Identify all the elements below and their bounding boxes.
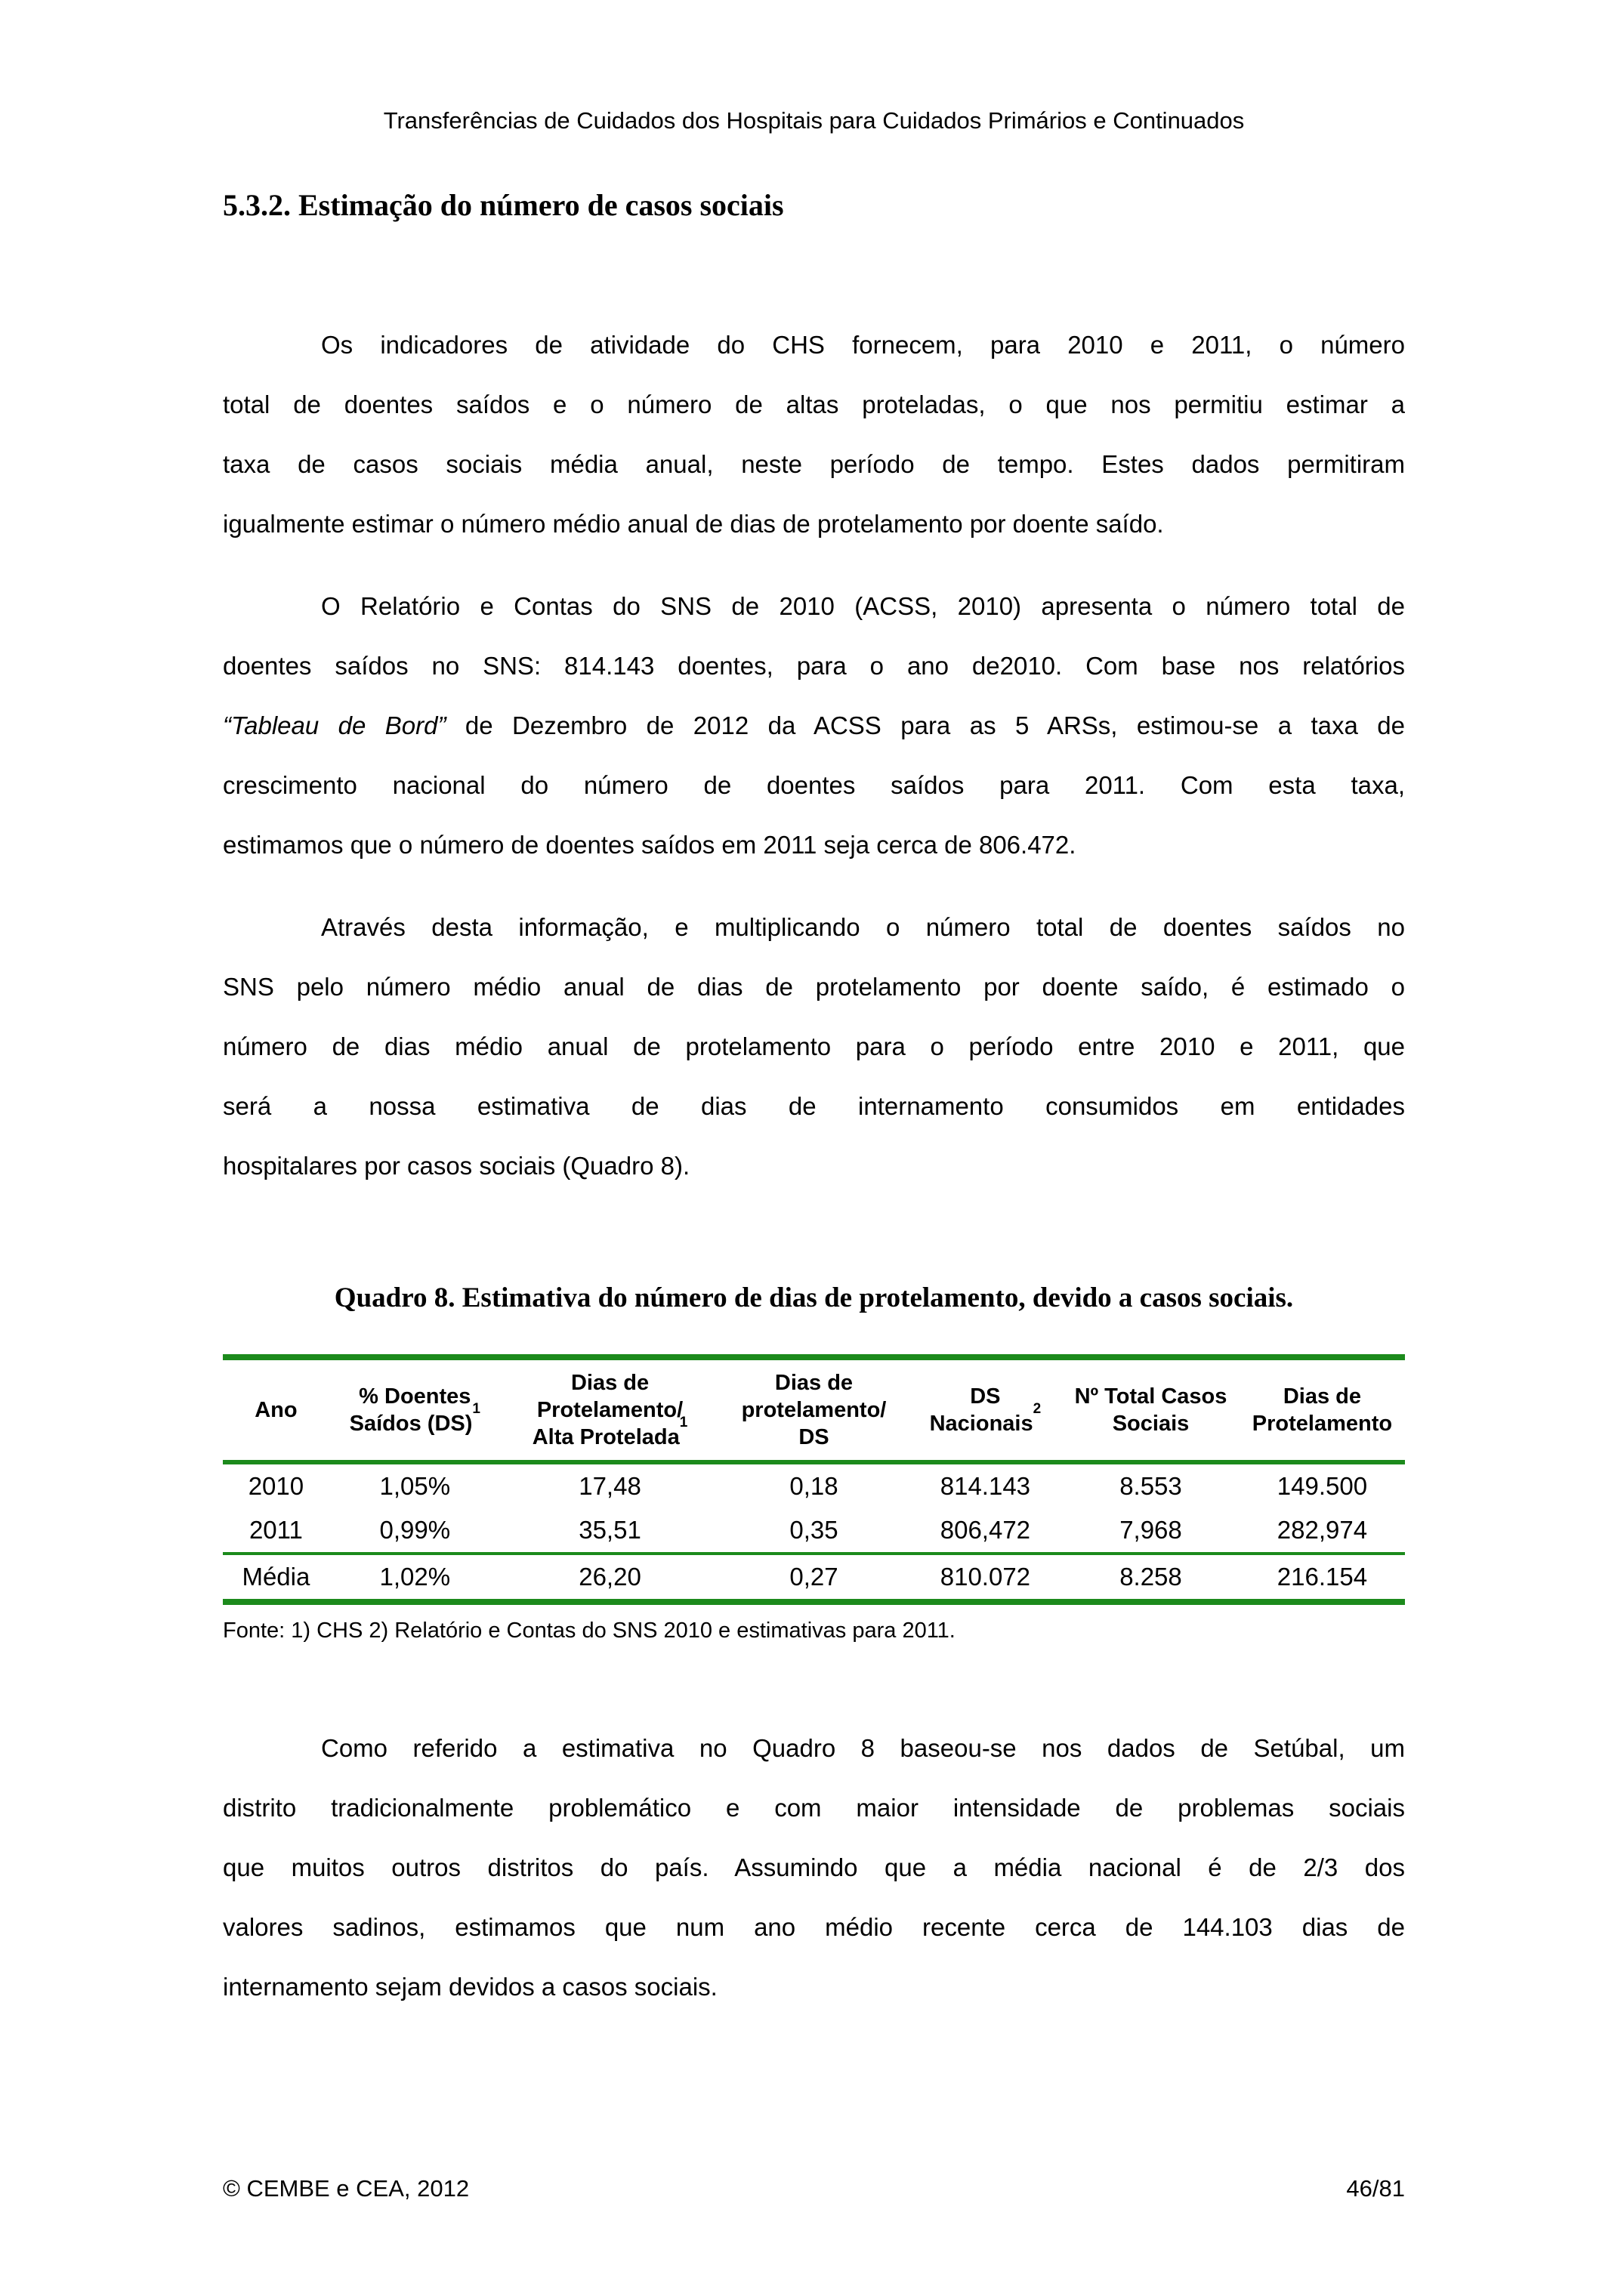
table-cell: 149.500 [1277,1472,1368,1500]
table-cell: 8.258 [1119,1563,1182,1591]
text-segment: total de doentes saídos e o número de altas proteladas, o que nos permitiu estimar a [223,390,1405,418]
paragraph-line [223,636,1405,696]
paragraph-line [223,815,1405,875]
header-line: Protelamento/ [536,1398,684,1422]
text-segment: hospitalares por casos sociais (Quadro 8). [223,1152,690,1180]
body-paragraphs [223,315,1405,1196]
header-line: Alta Protelada$^1$ [532,1415,688,1449]
table-cell: Média [242,1563,310,1591]
header-line: Dias de [1283,1384,1362,1409]
paragraph-line [223,434,1405,494]
text-segment: estimamos que o número de doentes saídos em 2011 seja cerca de 806.472. [223,831,1076,859]
table-cell: 2010 [248,1472,304,1500]
text-segment: Através desta informação, e multiplicando o número total de doentes saídos no [321,913,1405,941]
text-segment: distrito tradicionalmente problemático e com maior intensidade de problemas sociais [223,1794,1405,1822]
header-line: DS [970,1384,1001,1409]
copyright-notice: © CEMBE e CEA, 2012 [223,2175,470,2202]
header-line: Ano [255,1398,298,1422]
paragraph-line [223,1076,1405,1136]
paragraph-line [223,696,1405,755]
text-segment: internamento sejam devidos a casos sociais. [223,1973,718,2001]
paragraph-line [223,1838,1405,1897]
table-header-cell [1062,1357,1240,1462]
header-line: Nacionais$^2$ [929,1401,1042,1436]
table-header-row [223,1357,1405,1462]
body-paragraph [223,315,1405,554]
table-cell: 216.154 [1277,1563,1368,1591]
text-segment: doentes saídos no SNS: 814.143 doentes, para o ano de2010. Com base nos relatórios [223,652,1405,680]
text-segment: valores sadinos, estimamos que num ano médio recente cerca de 144.103 dias de [223,1913,1405,1941]
superscript-note-ref: 1 [679,1415,688,1431]
paragraph-line [223,315,1405,375]
text-segment: taxa de casos sociais média anual, neste período de tempo. Estes dados permitiram [223,450,1405,478]
table-cell: 7,968 [1062,1508,1240,1554]
table-header-cell [1240,1357,1405,1462]
page-number: 46/81 [1346,2175,1405,2202]
header-line: % Doentes [359,1384,471,1409]
table-source-note: Fonte: 1) CHS 2) Relatório e Contas do SNS 2010 e estimativas para 2011. [223,1619,956,1643]
quadro-8-table [223,1354,1405,1605]
text-segment: crescimento nacional do número de doentes saídos para 2011. Com esta taxa, [223,771,1405,799]
table-cell: 814.143 [940,1472,1031,1500]
text-segment: de Dezembro de 2012 da ACSS para as 5 ARSs, estimou-se a taxa de [446,711,1405,739]
table-row [223,1462,1405,1508]
table-cell: 1,02% [379,1563,451,1591]
paragraph-line [223,1718,1405,1778]
table-cell: 8.553 [1119,1472,1182,1500]
paragraph-line [223,1778,1405,1838]
paragraph-line [223,494,1405,554]
table-cell: 1,05% [379,1472,451,1500]
table-cell: 26,20 [579,1563,641,1591]
paragraph-line [223,755,1405,815]
header-line: Protelamento [1252,1412,1393,1436]
header-line: Sociais [1112,1412,1190,1436]
header-line: Dias de [570,1371,650,1395]
paragraph-line [223,1957,1405,2017]
text-segment: Como referido a estimativa no Quadro 8 baseou-se nos dados de Setúbal, um [321,1734,1405,1762]
header-line: Saídos (DS)$^1$ [349,1401,480,1436]
table-header-cell [909,1357,1062,1462]
header-line: DS [798,1425,829,1449]
paragraph-line [223,576,1405,636]
header-line: Dias de [774,1371,854,1395]
table-row [223,1508,1405,1554]
table-cell: 17,48 [579,1472,641,1500]
table-header-cell [329,1357,501,1462]
section-heading: 5.3.2. Estimação do número de casos sociais [223,188,784,222]
paragraph-line [223,1897,1405,1957]
paragraph-line [223,375,1405,434]
text-segment: igualmente estimar o número médio anual de dias de protelamento por doente saído. [223,510,1164,538]
text-segment: Os indicadores de atividade do CHS fornecem, para 2010 e 2011, o número [321,331,1405,359]
table-cell: 0,27 [789,1563,838,1591]
table-header-cell [223,1357,329,1462]
table-row [223,1554,1405,1602]
table-header-cell [501,1357,720,1462]
table-cell: 810.072 [940,1563,1031,1591]
table-cell: 0,35 [719,1508,908,1554]
text-segment: será a nossa estimativa de dias de internamento consumidos em entidades [223,1092,1405,1120]
table-cell: 0,99% [329,1508,501,1554]
table-caption: Quadro 8. Estimativa do número de dias de protelamento, devido a casos sociais. [334,1282,1294,1313]
text-segment: que muitos outros distritos do país. Assumindo que a média nacional é de 2/3 dos [223,1853,1405,1881]
paragraph-line [223,1136,1405,1196]
italic-text: “Tableau de Bord” [223,711,446,739]
body-paragraph [223,897,1405,1196]
page-footer [223,2174,1405,2204]
table-cell: 2011 [223,1508,329,1554]
superscript-note-ref: 1 [472,1401,480,1418]
paragraph-line [223,897,1405,957]
body-paragraph [223,576,1405,875]
closing-paragraph-container [223,1718,1405,2017]
table-cell: 35,51 [501,1508,720,1554]
header-line: protelamento/ [741,1398,887,1422]
superscript-note-ref: 2 [1033,1401,1042,1418]
running-header: Transferências de Cuidados dos Hospitais para Cuidados Primários e Continuados [383,107,1245,134]
paragraph-line [223,1017,1405,1076]
text-segment: SNS pelo número médio anual de dias de protelamento por doente saído, é estimado o [223,973,1405,1001]
paragraph-line [223,957,1405,1017]
text-segment: O Relatório e Contas do SNS de 2010 (ACSS, 2010) apresenta o número total de [321,592,1405,620]
table-cell: 0,18 [789,1472,838,1500]
text-segment: número de dias médio anual de protelamento para o período entre 2010 e 2011, que [223,1032,1405,1060]
table-cell: 282,974 [1240,1508,1405,1554]
closing-paragraph [223,1718,1405,2017]
header-line: Nº Total Casos [1074,1384,1227,1409]
table-cell: 806,472 [909,1508,1062,1554]
table-header-cell [719,1357,908,1462]
